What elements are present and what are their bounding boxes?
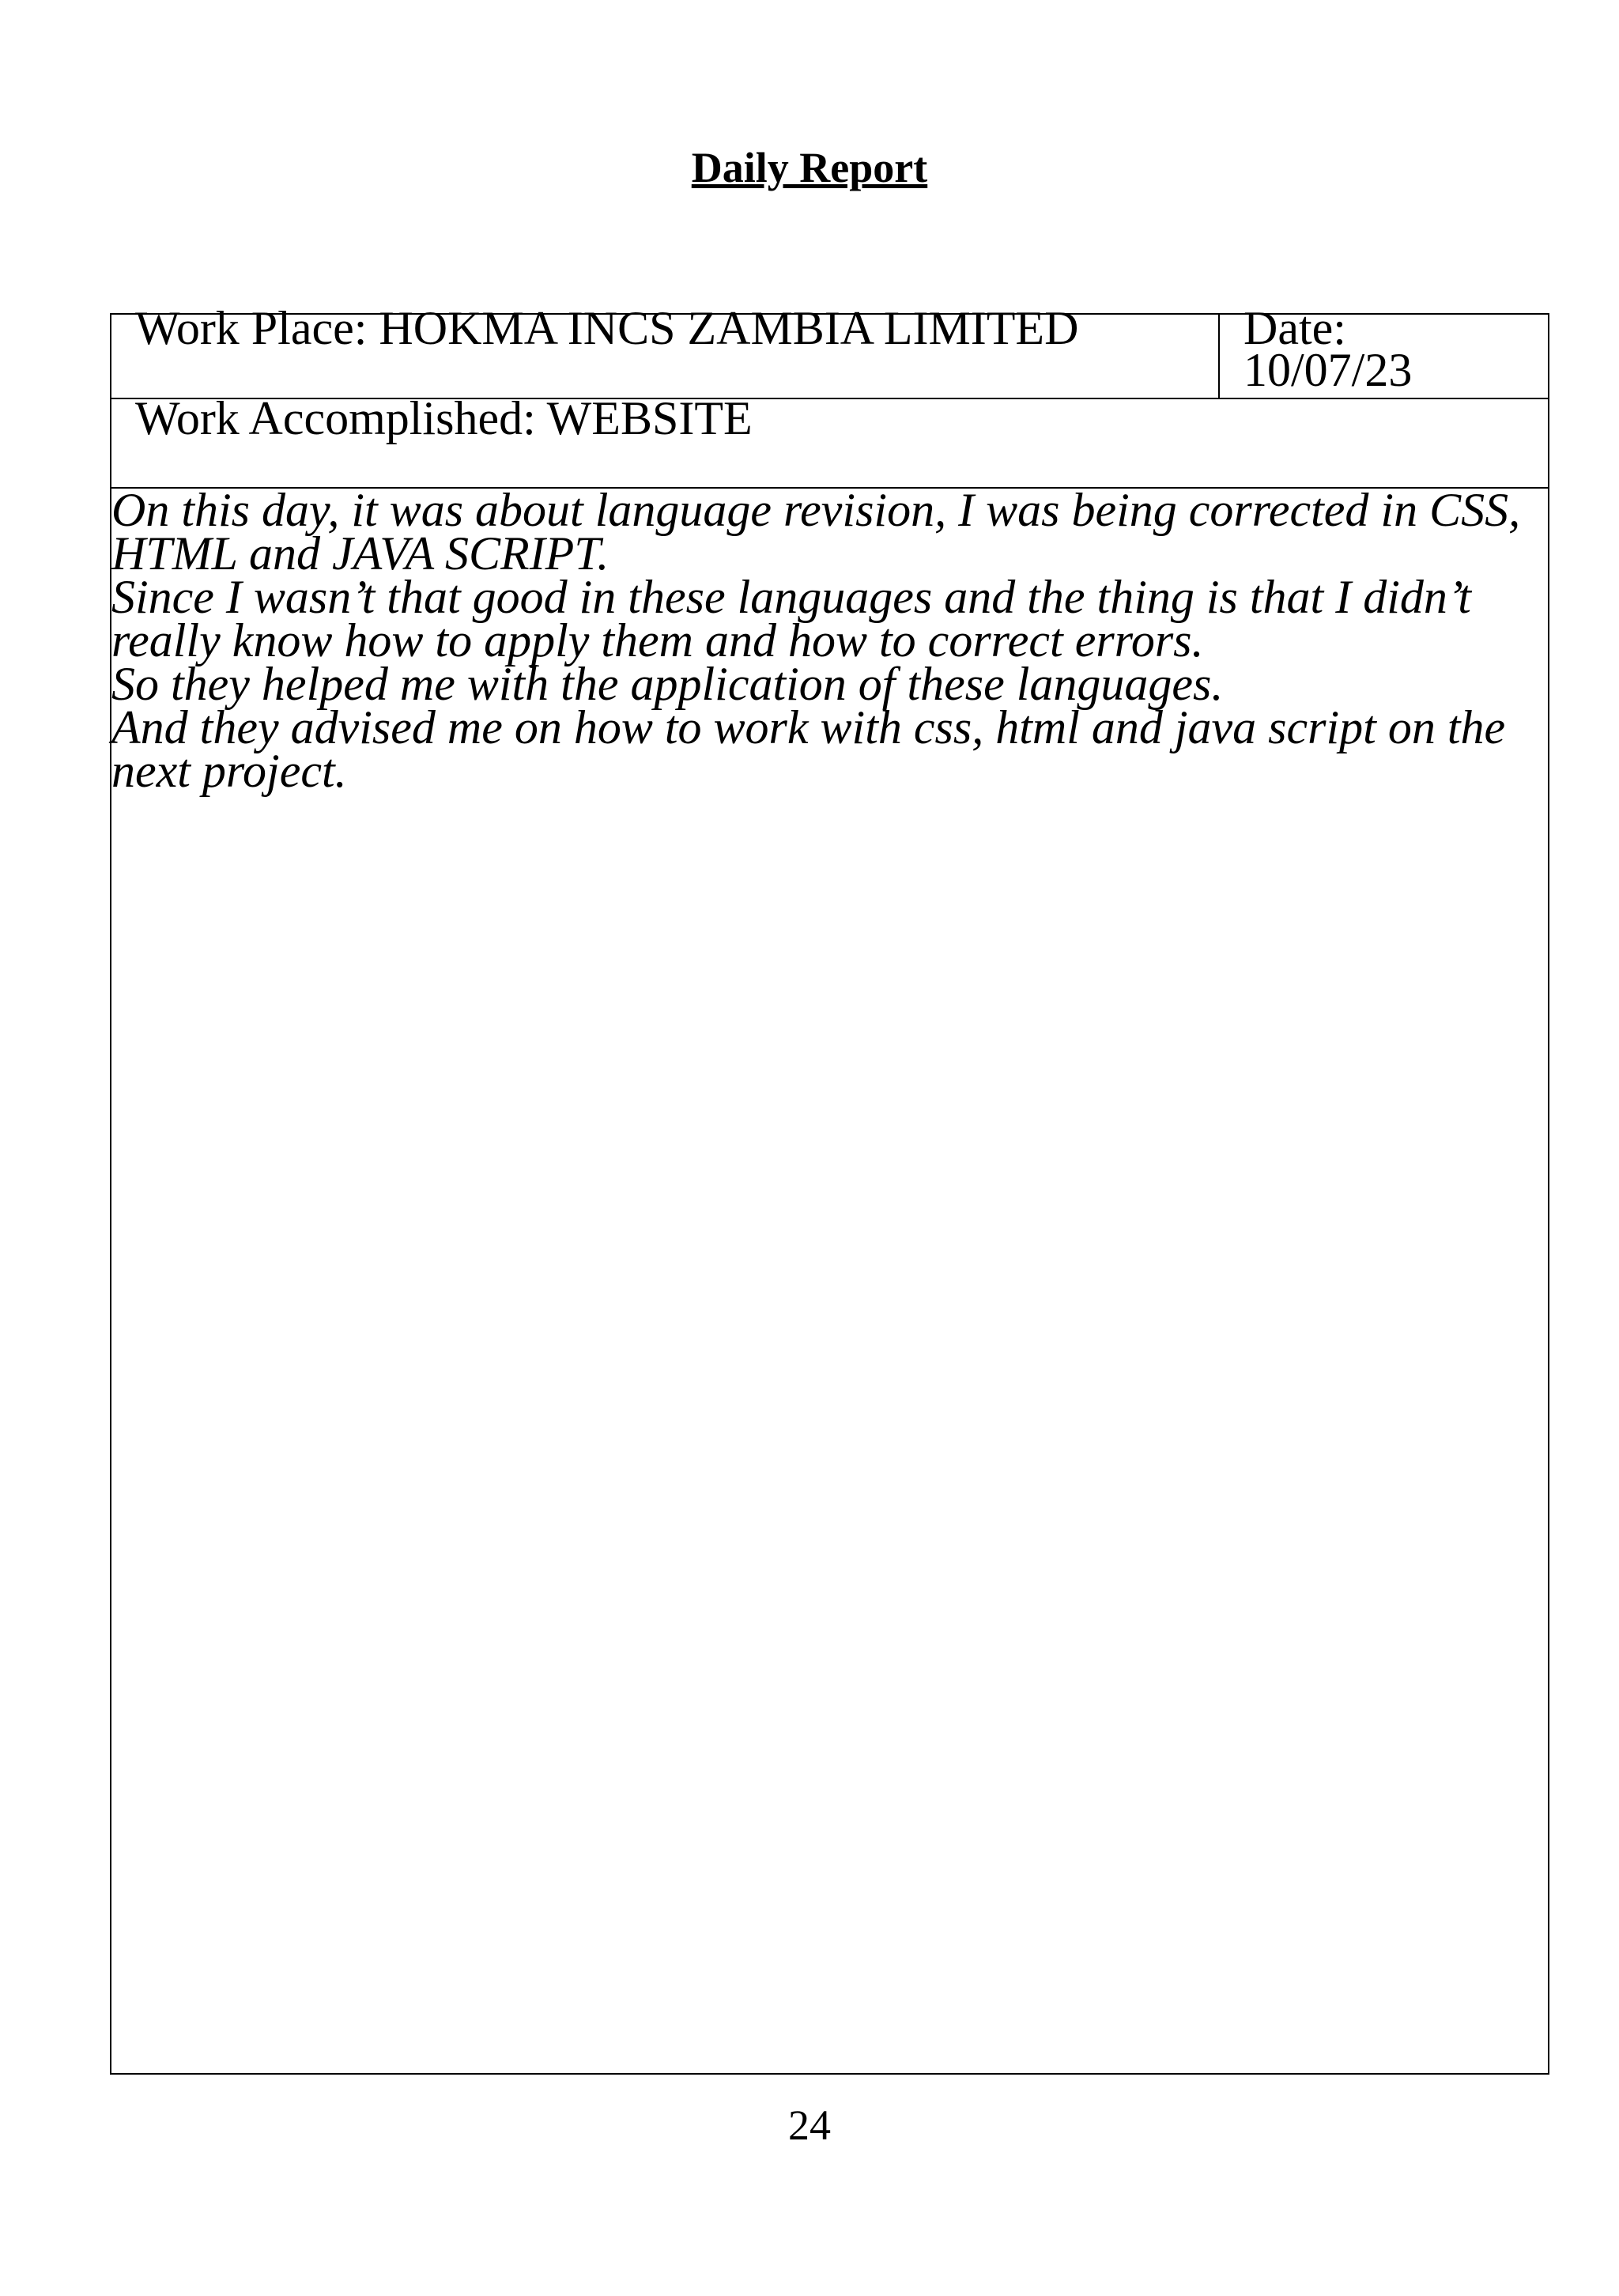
page-number: 24 bbox=[788, 2102, 831, 2149]
date-label: Date: bbox=[1243, 302, 1346, 354]
report-form bbox=[110, 302, 1549, 2075]
work-accomplished-field: Work Accomplished: WEBSITE bbox=[135, 392, 753, 444]
body-paragraph: On this day, it was about language revision, I was being corrected in CSS, HTML and JAVA SCRIPT. bbox=[111, 484, 1521, 580]
date-value: 10/07/23 bbox=[1243, 344, 1413, 396]
header-row bbox=[111, 302, 1548, 399]
work-place-field: Work Place: HOKMA INCS ZAMBIA LIMITED bbox=[135, 302, 1079, 354]
report-title: Daily Report bbox=[691, 144, 928, 191]
report-body bbox=[111, 484, 1546, 797]
body-paragraph: So they helped me with the application of these languages. bbox=[111, 658, 1224, 710]
work-accomplished-row bbox=[111, 392, 1548, 489]
body-paragraph: Since I wasn’t that good in these languages and the thing is that I didn’t really know how to apply them and how to correct errors. bbox=[111, 571, 1471, 667]
date-cell bbox=[1218, 302, 1549, 398]
body-paragraph: And they advised me on how to work with css, html and java script on the next project. bbox=[111, 701, 1506, 797]
